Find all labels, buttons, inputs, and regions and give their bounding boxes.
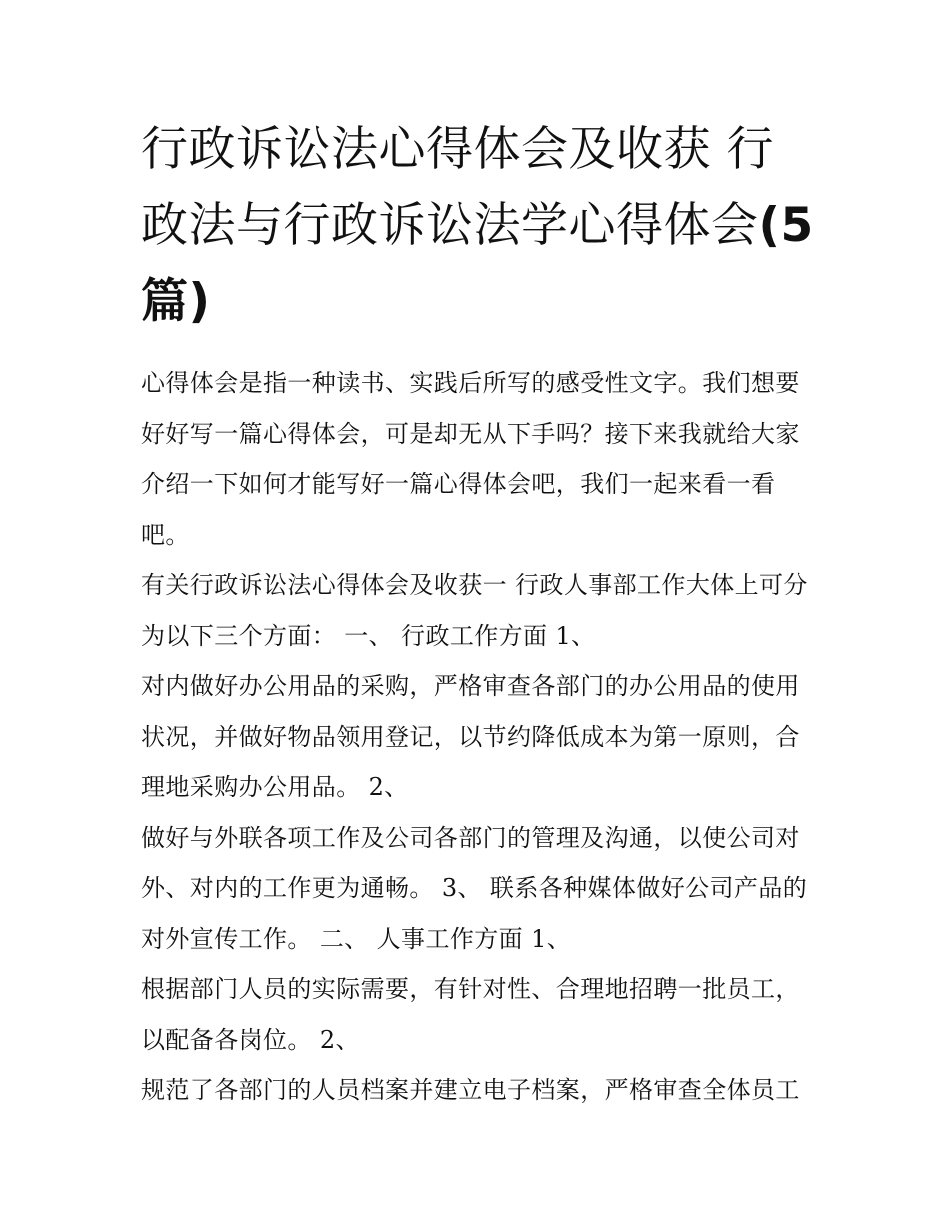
title-main: 行政诉讼法心得体会及收获 行政法与行政诉讼法学心得体会 — [141, 122, 774, 253]
paragraph-intro: 心得体会是指一种读书、实践后所写的感受性文字。我们想要好好写一篇心得体会，可是却无从下手吗？接下来我就给大家介绍一下如何才能写好一篇心得体会吧，我们一起来看一看吧。 — [141, 369, 800, 549]
paragraph-overview: 有关行政诉讼法心得体会及收获一 行政人事部工作大体上可分为以下三个方面： 一、 行政工作方面 1、 — [141, 571, 808, 650]
paragraph-communication: 做好与外联各项工作及公司各部门的管理及沟通，以使公司对外、对内的工作更为通畅。 3、 联系各种媒体做好公司产品的对外宣传工作。 二、 人事工作方面 1、 — [141, 823, 808, 953]
paragraph-archives: 规范了各部门的人员档案并建立电子档案，严格审查全体员工 — [141, 1076, 800, 1104]
document-content — [141, 112, 821, 1116]
title-suffix: (5篇) — [141, 198, 814, 329]
paragraph-recruiting: 根据部门人员的实际需要，有针对性、合理地招聘一批员工，以配备各岗位。 2、 — [141, 975, 800, 1054]
paragraph-purchasing: 对内做好办公用品的采购，严格审查各部门的办公用品的使用状况，并做好物品领用登记，以节约降低成本为第一原则，合理地采购办公用品。 2、 — [141, 672, 800, 801]
document-body — [141, 358, 821, 1116]
document-title — [141, 112, 821, 340]
